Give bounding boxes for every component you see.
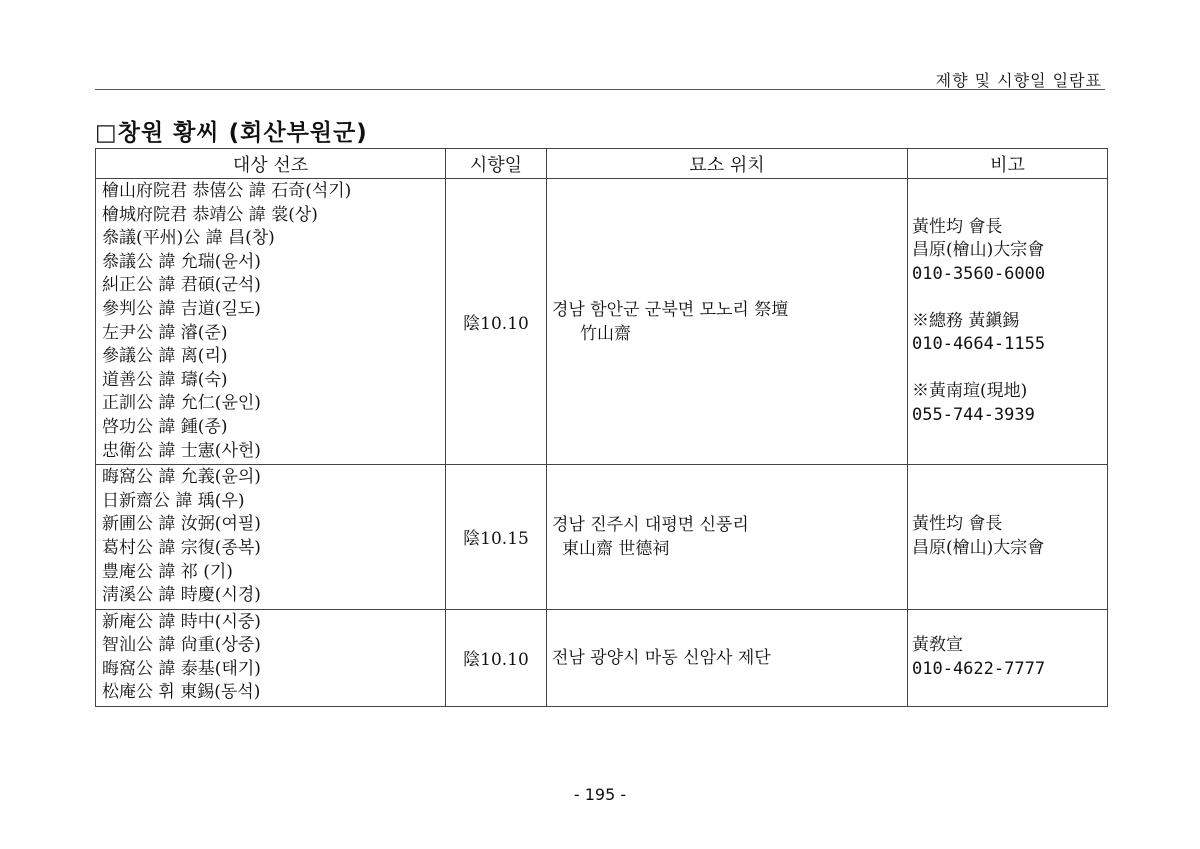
ancestor-name: 忠衛公 諱 士憲(사헌): [102, 440, 261, 461]
note-spacer: [912, 357, 1107, 381]
memorial-date: 陰10.15: [446, 465, 547, 610]
ancestor-name: 淸溪公 諱 時慶(시경): [102, 585, 261, 606]
ancestor-name: 豊庵公 諱 祁 (기): [102, 561, 233, 582]
grave-location-cell: [547, 609, 908, 706]
header-note: 비고: [908, 149, 1108, 179]
grave-location-cell: [547, 179, 908, 465]
ancestor-name: 參判公 諱 吉道(길도): [102, 298, 261, 319]
grave-location: 경남 진주시 대평면 신풍리: [552, 514, 749, 535]
table-row: [96, 609, 1108, 706]
note-cell: [908, 609, 1108, 706]
memorial-date: 陰10.10: [446, 609, 547, 706]
header-ancestors: 대상 선조: [96, 149, 446, 179]
note-phone: 010-4622-7777: [912, 658, 1046, 679]
note-line: ※總務 黃鎭錫: [912, 310, 1020, 331]
grave-location-cell: [547, 465, 908, 610]
header-date: 시향일: [446, 149, 547, 179]
grave-location-shrine: 竹山齋: [580, 323, 631, 344]
note-line: 昌原(檜山)大宗會: [912, 240, 1045, 261]
note-cell: [908, 465, 1108, 610]
ancestor-name: 晦窩公 諱 泰基(태기): [102, 658, 261, 679]
ancestor-name: 松庵公 휘 東錫(동석): [102, 682, 261, 703]
grave-location-shrine: 東山齋 世德祠: [562, 538, 670, 559]
page-number: - 195 -: [573, 785, 627, 804]
note-spacer: [912, 286, 1107, 310]
memorial-date: 陰10.10: [446, 179, 547, 465]
table-header-row: [96, 149, 1108, 179]
ancestor-name: 新庵公 諱 時中(시중): [102, 611, 261, 632]
ancestor-cell: [96, 179, 446, 465]
section-title: □창원 황씨 (회산부원군): [95, 120, 368, 146]
note-cell: [908, 179, 1108, 465]
ancestor-name: 智汕公 諱 尙重(상중): [102, 635, 261, 656]
note-line: ※黃南瑄(現地): [912, 381, 1028, 402]
ancestor-name: 糾正公 諱 君碩(군석): [102, 275, 261, 296]
ancestor-name: 道善公 諱 璹(숙): [102, 369, 228, 390]
note-line: 黃性均 會長: [912, 216, 1003, 237]
note-line: 黃敎宣: [912, 635, 963, 656]
ancestor-name: 晦窩公 諱 允義(윤의): [102, 467, 261, 488]
header-rule: [95, 89, 1105, 90]
ancestor-name: 左尹公 諱 濬(준): [102, 322, 228, 343]
ancestor-name: 新圃公 諱 汝弼(여필): [102, 514, 261, 535]
ancestor-table: [95, 148, 1108, 707]
ancestor-name: 叅議公 諱 允瑞(윤서): [102, 251, 261, 272]
table-row: [96, 179, 1108, 465]
running-head: 제향 및 시향일 일람표: [935, 71, 1102, 90]
header-location: 묘소 위치: [547, 149, 908, 179]
note-phone: 010-4664-1155: [912, 334, 1046, 355]
note-phone: 055-744-3939: [912, 404, 1035, 425]
ancestor-name: 啓功公 諱 鍾(종): [102, 416, 228, 437]
ancestor-name: 檜城府院君 恭靖公 諱 裳(상): [102, 204, 318, 225]
ancestor-name: 日新齋公 諱 瑀(우): [102, 490, 245, 511]
note-phone: 010-3560-6000: [912, 263, 1046, 284]
ancestor-cell: [96, 609, 446, 706]
ancestor-name: 叅議(平州)公 諱 昌(창): [102, 228, 275, 249]
ancestor-name: 檜山府院君 恭僖公 諱 石奇(석기): [102, 181, 352, 201]
note-line: 黃性均 會長: [912, 514, 1003, 535]
ancestor-name: 葛村公 諱 宗復(종복): [102, 537, 261, 558]
note-line: 昌原(檜山)大宗會: [912, 537, 1045, 558]
grave-location: 전남 광양시 마동 신암사 제단: [552, 647, 771, 668]
ancestor-name: 參議公 諱 离(리): [102, 346, 228, 367]
ancestor-name: 正訓公 諱 允仁(윤인): [102, 393, 261, 414]
table-row: [96, 465, 1108, 610]
grave-location: 경남 함안군 군북면 모노리 祭壇: [552, 299, 789, 320]
ancestor-cell: [96, 465, 446, 610]
